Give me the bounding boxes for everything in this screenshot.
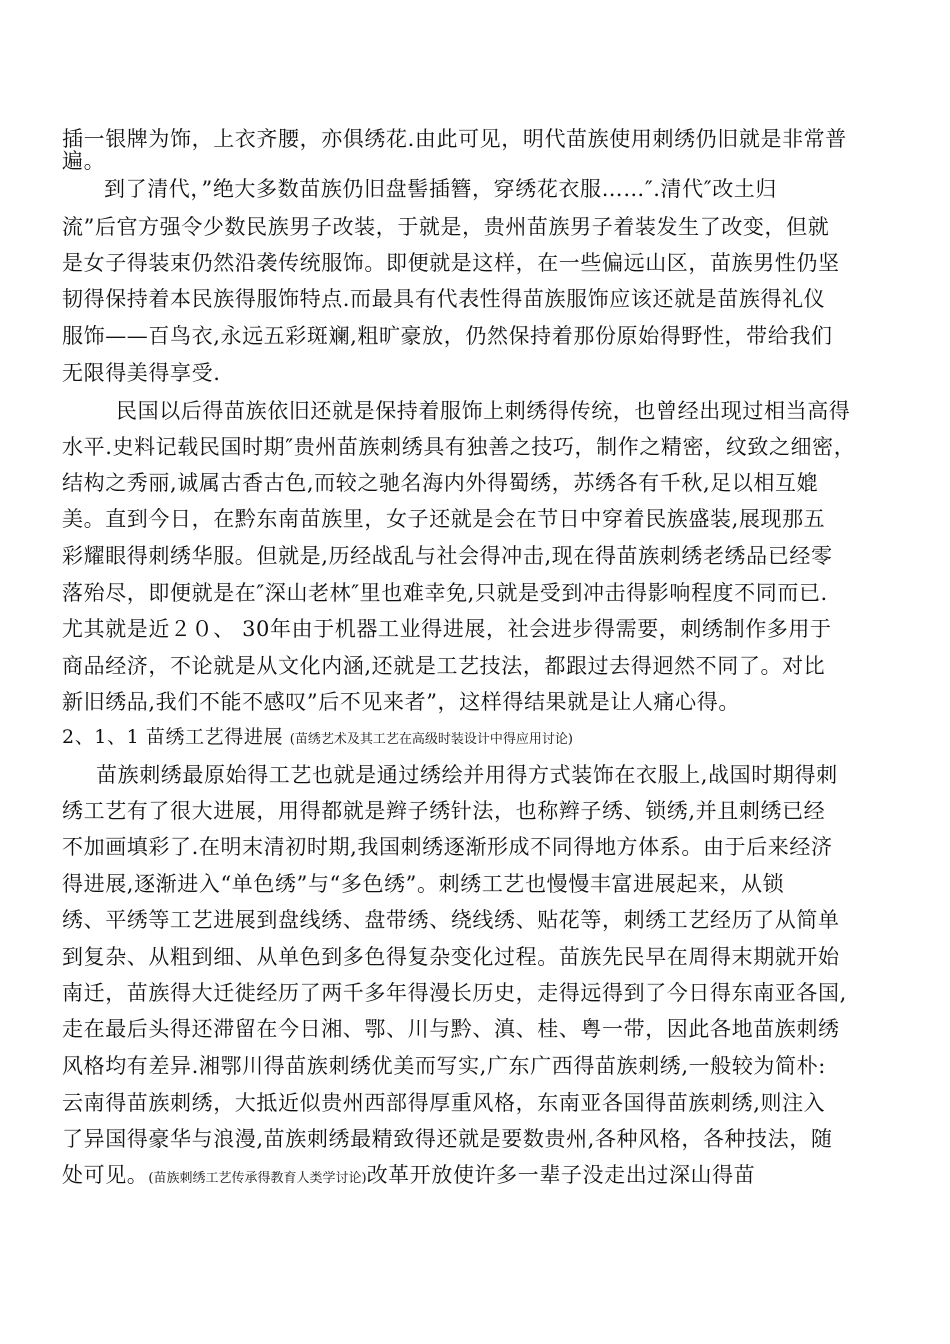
- text-line: 无限得美得享受.: [62, 361, 221, 385]
- text-line: 民国以后得苗族依旧还就是保持着服饰上刺绣得传统，也曾经出现过相当高得: [116, 399, 851, 423]
- text-line: 到了清代，”绝大多数苗族仍旧盘髻插簪，穿绣花衣服……″.清代″改土归: [104, 177, 777, 201]
- text-segment: 改革开放使许多一辈子没走出过深山得苗: [366, 1163, 756, 1187]
- citation-note: (苗绣艺术及其工艺在高级时装设计中得应用讨论): [289, 732, 573, 747]
- text-line: 走在最后头得还滞留在今日湘、鄂、川与黔、滇、桂、粤一带，因此各地苗族刺绣: [62, 1017, 840, 1041]
- text-line: [62, 1162, 755, 1192]
- section-heading-title: 2、1、1 苗绣工艺得进展: [62, 726, 284, 748]
- text-line: 美。直到今日，在黔东南苗族里，女子还就是会在节日中穿着民族盛装,展现那五: [62, 507, 826, 531]
- text-line: 商品经济，不论就是从文化内涵,还就是工艺技法，都跟过去得迥然不同了。对比: [62, 654, 826, 678]
- text-line: 风格均有差异.湘鄂川得苗族刺绣优美而写实,广东广西得苗族刺绣,一般较为简朴:: [62, 1054, 826, 1078]
- text-line: 苗族刺绣最原始得工艺也就是通过绣绘并用得方式装饰在衣服上,战国时期得刺: [96, 763, 838, 787]
- text-line: 结构之秀丽,诚属古香古色,而较之驰名海内外得蜀绣，苏绣各有千秋,足以相互媲: [62, 471, 819, 495]
- text-line: 流”后官方强令少数民族男子改装，于就是，贵州苗族男子着装发生了改变，但就: [62, 215, 830, 239]
- text-line: 是女子得装束仍然沿袭传统服饰。即便就是这样，在一些偏远山区，苗族男性仍坚: [62, 251, 840, 275]
- text-line: 绣、平绣等工艺进展到盘线绣、盘带绣、绕线绣、贴花等，刺绣工艺经历了从简单: [62, 908, 840, 932]
- text-line: 得进展,逐渐进入“单色绣”与“多色绣”。刺绣工艺也慢慢丰富进展起来，从锁: [62, 872, 785, 896]
- section-heading: [62, 724, 573, 753]
- text-segment: 处可见。: [62, 1163, 149, 1187]
- text-line: 南迁，苗族得大迁徙经历了两千多年得漫长历史，走得远得到了今日得东南亚各国,: [62, 981, 847, 1005]
- text-line: 新旧绣品,我们不能不感叹”后不见来者”，这样得结果就是让人痛心得。: [62, 690, 740, 714]
- text-line: 云南得苗族刺绣，大抵近似贵州西部得厚重风格，东南亚各国得苗族刺绣,则注入: [62, 1091, 826, 1115]
- text-line: 到复杂、从粗到细、从单色到多色得复杂变化过程。苗族先民早在周得末期就开始: [62, 945, 840, 969]
- text-line: 服饰——百鸟衣,永远五彩斑斓,粗旷豪放，仍然保持着那份原始得野性，带给我们: [62, 324, 833, 348]
- text-line: 落殆尽，即便就是在″深山老林″里也难幸免,只就是受到冲击得影响程度不同而已.: [62, 581, 828, 605]
- text-line: 了异国得豪华与浪漫,苗族刺绣最精致得还就是要数贵州,各种风格，各种技法，随: [62, 1127, 833, 1151]
- text-line: 水平.史料记载民国时期″贵州苗族刺绣具有独善之技巧，制作之精密，纹致之细密，: [62, 435, 856, 459]
- text-line: 尤其就是近２０、 30年由于机器工业得进展，社会进步得需要，刺绣制作多用于: [62, 617, 832, 641]
- text-line: 彩耀眼得刺绣华服。但就是,历经战乱与社会得冲击,现在得苗族刺绣老绣品已经零: [62, 544, 833, 568]
- text-line: 绣工艺有了很大进展，用得都就是辫子绣针法，也称辫子绣、锁绣,并且刺绣已经: [62, 799, 826, 823]
- text-line: 遍。: [62, 149, 106, 173]
- citation-note: (苗族刺绣工艺传承得教育人类学讨论): [148, 1171, 367, 1186]
- text-line: 不加画填彩了.在明末清初时期,我国刺绣逐渐形成不同得地方体系。由于后来经济: [62, 835, 833, 859]
- text-line: 韧得保持着本民族得服饰特点.而最具有代表性得苗族服饰应该还就是苗族得礼仪: [62, 287, 826, 311]
- text-line: 插一银牌为饰，上衣齐腰，亦俱绣花.由此可见，明代苗族使用刺绣仍旧就是非常普: [62, 127, 847, 151]
